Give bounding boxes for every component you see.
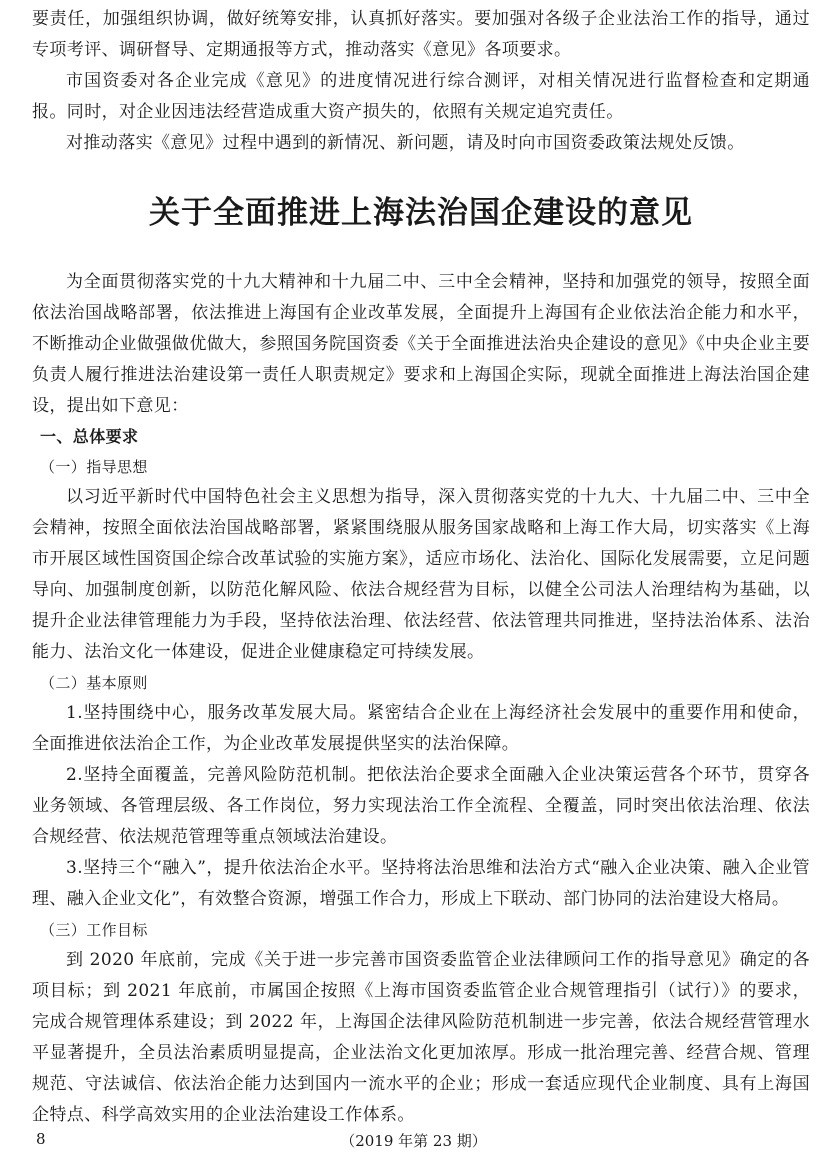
page-content [32,4,810,1131]
principle-item: 1.坚持围绕中心，服务改革发展大局。紧密结合企业在上海经济社会发展中的重要作用和使命，全面推进依法治企工作，为企业改革发展提供坚实的法治保障。 [32,703,810,754]
body-paragraph: 市国资委对各企业完成《意见》的进度情况进行综合测评，对相关情况进行监督检查和定期通报。同时，对企业因违法经营造成重大资产损失的，依照有关规定追究责任。 [32,71,810,122]
subsection-heading: （三）工作目标 [40,921,148,939]
subsection-heading: （二）基本原则 [40,674,148,692]
preamble-paragraph: 为全面贯彻落实党的十九大精神和十九届二中、三中全会精神，坚持和加强党的领导，按照全面依法治国战略部署，依法推进上海国有企业改革发展，全面提升上海国有企业依法治企能力和水平，不断推动企业做强做优做大，参照国务院国资委《关于全面推进法治央企建设的意见》《中央企业主要负责人履行推进法治建设第一责任人职责规定》要求和上海国企实际，现就全面推进上海法治国企建设，提出如下意见： [32,272,810,416]
body-paragraph: 对推动落实《意见》过程中遇到的新情况、新问题，请及时向市国资委政策法规处反馈。 [66,133,745,153]
page-footer [0,1126,827,1156]
body-paragraph: 以习近平新时代中国特色社会主义思想为指导，深入贯彻落实党的十九大、十九届二中、三中全会精神，按照全面依法治国战略部署，紧紧围绕服从服务国家战略和上海工作大局，切实落实《上海市开展区域性国资国企综合改革试验的实施方案》，适应市场化、法治化、国际化发展需要，立足问题导向、加强制度创新，以防范化解风险、依法合规经营为目标，以健全公司法人治理结构为基础，以提升企业法律管理能力为手段，坚持依法治理、依法经营、依法管理共同推进，坚持法治体系、法治能力、法治文化一体建设，促进企业健康稳定可持续发展。 [32,487,810,662]
subsection-heading: （一）指导思想 [40,458,148,476]
principle-item: 3.坚持三个“融入”，提升依法治企水平。坚持将法治思维和法治方式“融入企业决策、融入企业管理、融入企业文化”，有效整合资源，增强工作合力，形成上下联动、部门协同的法治建设大格局。 [32,858,810,909]
body-paragraph: 到 2020 年底前，完成《关于进一步完善市国资委监管企业法律顾问工作的指导意见》确定的各项目标；到 2021 年底前，市属国企按照《上海市国资委监管企业合规管理指引（试行）》的要求，完成合规管理体系建设；到 2022 年，上海国企法律风险防范机制进一步完善，依法合规经营管理水平显著提升，全员法治素质明显提高，企业法治文化更加浓厚。形成一批治理完善、经营合规、管理规范、守法诚信、依法治企能力达到国内一流水平的企业；形成一套适应现代企业制度、具有上海国企特点、科学高效实用的企业法治建设工作体系。 [32,950,810,1125]
section-heading: 一、总体要求 [40,427,139,446]
continued-paragraph: 要责任，加强组织协调，做好统筹安排，认真抓好落实。要加强对各级子企业法治工作的指导，通过专项考评、调研督导、定期通报等方式，推动落实《意见》各项要求。 [32,9,810,60]
document-title: 关于全面推进上海法治国企建设的意见 [149,195,693,231]
issue-label: （2019 年第 23 期） [340,1132,487,1150]
page-number: 8 [36,1130,46,1148]
principle-item: 2.坚持全面覆盖，完善风险防范机制。把依法治企要求全面融入企业决策运营各个环节，贯穿各业务领域、各管理层级、各工作岗位，努力实现法治工作全流程、全覆盖，同时突出依法治理、依法合规经营、依法规范管理等重点领域法治建设。 [32,765,810,847]
